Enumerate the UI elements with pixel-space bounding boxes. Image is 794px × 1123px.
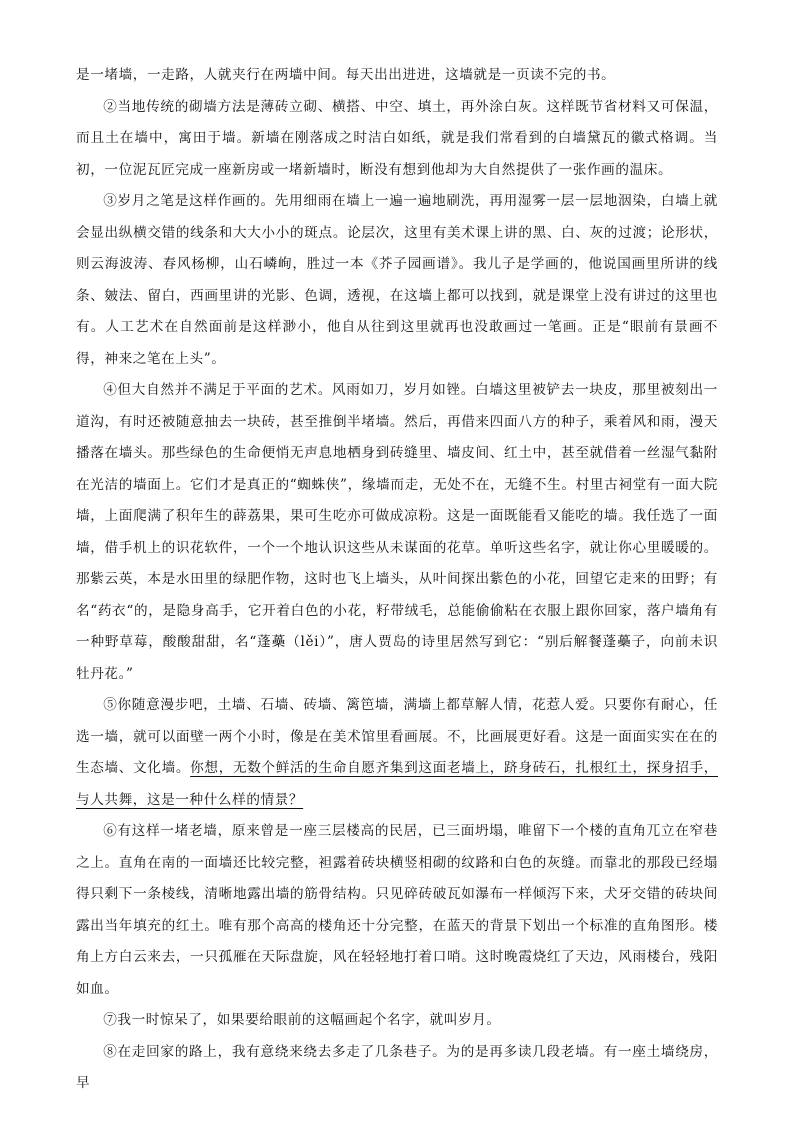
paragraph-3: ③岁月之笔是这样作画的。先用细雨在墙上一遍一遍地刷洗，再用湿雾一层一层地洇染，白墙上就会显出纵横交错的线条和大大小小的斑点。论层次，这里有美术课上讲的黑、白、灰的过渡；论形状，则云海波涛、春风杨柳，山石嶙峋，胜过一本《芥子园画谱》。我儿子是学画的，他说国画里所讲的线条、皴法、留白，西画里讲的光影、色调，透视，在这墙上都可以找到，就是课堂上没有讲过的这里也有。人工艺术在自然面前是这样渺小，他自从往到这里就再也没敢画过一笔画。正是“眼前有景画不得，神来之笔在上头”。 (76, 193, 718, 367)
paragraph-5 (76, 690, 718, 816)
paragraph-2: ②当地传统的砌墙方法是薄砖立砌、横搭、中空、填土，再外涂白灰。这样既节省材料又可保温，而且土在墙中，寓田于墙。新墙在刚落成之时洁白如纸，就是我们常看到的白墙黛瓦的徽式格调。当初，一位泥瓦匠完成一座新房或一堵新墙时，断没有想到他却为大自然提供了一张作画的温床。 (76, 98, 718, 178)
paragraph-5-text: ⑤你随意漫步吧，土墙、石墙、砖墙、篱笆墙，满墙上都草解人情，花惹人爱。只要你有耐心，任选一墙，就可以面壁一两个小时，像是在美术馆里看画展。不，比画展更好看。这是一面面实实在在的生态墙、文化墙。 (76, 697, 718, 776)
paragraph-7: ⑦我一时惊呆了，如果要给眼前的这幅画起个名字，就叫岁月。 (103, 1012, 501, 1028)
paragraph-continued: 是一堵墙，一走路，人就夹行在两墙中间。每天出出进进，这墙就是一页读不完的书。 (76, 67, 616, 83)
paragraph-8: ⑧在走回家的路上，我有意绕来绕去多走了几条巷子。为的是再多读几段老墙。有一座土墙绕房，早 (76, 1043, 718, 1091)
paragraph-6: ⑥有这样一堵老墙，原来曾是一座三层楼高的民居，已三面坍塌，唯留下一个楼的直角兀立在窄巷之上。直角在南的一面墙还比较完整，袒露着砖块横竖相砌的纹路和白色的灰缝。而靠北的那段已经塌得只剩下一条棱线，清晰地露出墙的筋骨结构。只见碎砖破瓦如瀑布一样倾泻下来，犬牙交错的砖块间露出当年填充的红土。唯有那个高高的楼角还十分完整，在蓝天的背景下划出一个标准的直角图形。楼角上方白云来去，一只孤雁在天际盘旋，风在轻轻地打着口哨。这时晚霞烧红了天边，风雨楼台，残阳如血。 (76, 823, 718, 997)
paragraph-4: ④但大自然并不满足于平面的艺术。风雨如刀，岁月如锉。白墙这里被铲去一块皮，那里被刻出一道沟，有时还被随意抽去一块砖，甚至推倒半堵墙。然后，再借来四面八方的种子，乘着风和雨，漫天播落在墙头。那些绿色的生命便悄无声息地栖身到砖缝里、墙皮间、红土中，甚至就借着一丝湿气黏附在光洁的墙面上。它们才是真正的“蜘蛛侠”，缘墙而走，无处不在，无缝不生。村里古祠堂有一面大院墙，上面爬满了积年生的薜荔果，果可生吃亦可做成凉粉。这是一面既能看又能吃的墙。我任选了一面墙，借手机上的识花软件，一个一个地认识这些从未谋面的花草。单听这些名字，就让你心里暖暖的。那紫云英，本是水田里的绿肥作物，这时也飞上墙头，从叶间探出紫色的小花，回望它走来的田野；有名“药衣“的，是隐身高手，它开着白色的小花，籽带绒毛，总能偷偷粘在衣服上跟你回家，落户墙角有一种野草莓，酸酸甜甜，名“蓬蘽（lěi）”，唐人贾岛的诗里居然写到它：“别后解餐蓬蘽子，向前未识牡丹花。” (76, 382, 718, 682)
document-page (76, 60, 718, 1100)
underlined-sentence: 你想，无数个鲜活的生命自愿齐集到这面老墙上，跻身砖石，扎根红土，探身招手，与人共舞，这是一种什么样的情景？ (76, 760, 718, 808)
